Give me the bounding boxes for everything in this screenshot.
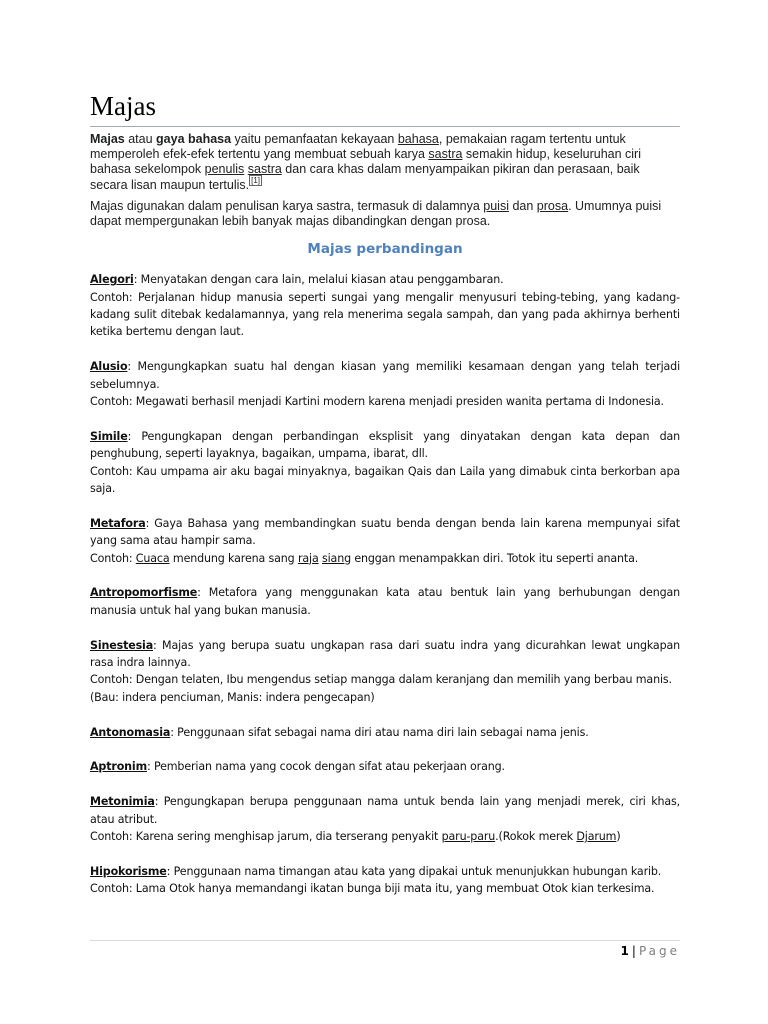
entry-antonomasia	[90, 724, 680, 741]
bold-term: gaya bahasa	[156, 132, 232, 146]
link-siang[interactable]: siang	[321, 551, 351, 565]
link-paru-paru[interactable]: paru-paru	[441, 830, 496, 844]
page-title: Majas	[90, 88, 680, 127]
term: Simile	[90, 429, 128, 443]
example: Contoh: Lama Otok hanya memandangi ikatan bunga biji mata itu, yang membuat Otok kian terkesima.	[90, 882, 655, 896]
text: , pemakaian ragam tertentu untuk memperoleh efek-efek tertentu yang membuat sebuah karya	[90, 132, 626, 162]
link-sastra-2[interactable]: sastra	[247, 162, 282, 177]
example: Contoh: Karena sering menghisap jarum, dia terserang penyakit paru-paru.(Rokok merek Djarum)	[90, 830, 621, 844]
term: Antropomorfisme	[90, 586, 198, 600]
term: Antonomasia	[90, 725, 171, 739]
entry-antropomorfisme	[90, 584, 680, 619]
text: atau	[124, 132, 157, 146]
definition: : Penggunaan sifat sebagai nama diri atau nama diri lain sebagai nama jenis.	[170, 725, 589, 739]
link-djarum[interactable]: Djarum	[576, 830, 617, 844]
majas-list	[90, 271, 680, 897]
page-footer	[90, 940, 680, 958]
intro-paragraph-2	[90, 199, 680, 229]
example: Contoh: Perjalanan hidup manusia seperti sungai yang mengalir menyusuri tebing-tebing, yang kadang-kadang sulit ditebak kedalamannya, yang rela menerima segala sampah, dan yang pada akhirnya berhenti ketika bertemu dengan laut.	[90, 290, 680, 339]
text: yaitu pemanfaatan kekayaan	[231, 132, 398, 146]
link-cuaca[interactable]: Cuaca	[135, 551, 170, 565]
link-prosa[interactable]: prosa	[536, 198, 569, 213]
term: Hipokorisme	[90, 864, 167, 878]
link-puisi[interactable]: puisi	[483, 198, 509, 213]
text: Majas digunakan dalam penulisan karya sastra, termasuk di dalamnya	[90, 198, 484, 213]
link-raja[interactable]: raja	[297, 551, 319, 565]
entry-sinestesia	[90, 637, 680, 707]
definition: : Menyatakan dengan cara lain, melalui kiasan atau penggambaran.	[133, 273, 504, 287]
definition: : Pemberian nama yang cocok dengan sifat atau pekerjaan orang.	[146, 760, 505, 774]
term: Metafora	[90, 516, 146, 530]
link-penulis[interactable]: penulis	[204, 162, 245, 177]
note: (Bau: indera penciuman, Manis: indera pengecapan)	[90, 690, 375, 704]
text: dan cara khas dalam menyampaikan pikiran dan perasaan, baik secara lisan maupun tertulis.	[90, 162, 640, 192]
definition: : Mengungkapkan suatu hal dengan kiasan yang memiliki kesamaan dengan yang telah terjadi sebelumnya.	[90, 360, 680, 391]
bold-term: Majas	[90, 132, 125, 146]
definition: : Pengungkapan dengan perbandingan eksplisit yang dinyatakan dengan kata depan dan penghubung, seperti layaknya, bagaikan, umpama, ibarat, dll.	[90, 429, 680, 461]
entry-alegori	[90, 271, 680, 341]
term: Alegori	[90, 273, 134, 287]
document-page	[90, 88, 680, 915]
entry-alusio	[90, 358, 680, 410]
example: Contoh: Dengan telaten, Ibu mengendus setiap mangga dalam keranjang dan memilih yang berbau manis.	[90, 673, 672, 687]
term: Metonimia	[90, 795, 155, 809]
text: . Umumnya puisi dapat mempergunakan lebih banyak majas dibandingkan dengan prosa.	[90, 198, 662, 229]
example: Contoh: Kau umpama air aku bagai minyaknya, bagaikan Qais dan Laila yang dimabuk cinta berkorban apa saja.	[90, 464, 680, 496]
term: Sinestesia	[90, 638, 154, 652]
entry-metonimia	[90, 793, 680, 845]
intro-paragraph-1	[90, 132, 680, 193]
definition: : Gaya Bahasa yang membandingkan suatu benda dengan benda lain karena mempunyai sifat yang sama atau hampir sama.	[90, 516, 680, 548]
page-number: 1 | Page	[620, 944, 680, 958]
entry-hipokorisme	[90, 863, 680, 898]
intro	[90, 132, 680, 229]
text: semakin hidup, keseluruhan ciri bahasa sekelompok	[90, 147, 642, 177]
entry-aptronim	[90, 758, 680, 775]
text: dan	[508, 198, 537, 213]
definition: : Pengungkapan berupa penggunaan nama untuk benda lain yang menjadi merek, ciri khas, atau atribut.	[90, 795, 680, 826]
reference-marker[interactable]: [1]	[251, 176, 261, 186]
definition: : Penggunaan nama timangan atau kata yang dipakai untuk menunjukkan hubungan karib.	[166, 864, 662, 878]
example: Contoh: Cuaca mendung karena sang raja siang enggan menampakkan diri. Totok itu seperti ananta.	[90, 551, 639, 565]
definition: : Metafora yang menggunakan kata atau bentuk lain yang berhubungan dengan manusia untuk hal yang bukan manusia.	[90, 586, 680, 617]
link-bahasa[interactable]: bahasa	[397, 132, 439, 146]
entry-metafora	[90, 515, 680, 567]
term: Aptronim	[90, 760, 147, 774]
section-heading: Majas perbandingan	[307, 241, 463, 258]
term: Alusio	[90, 360, 128, 374]
example: Contoh: Megawati berhasil menjadi Kartini modern karena menjadi presiden wanita pertama di Indonesia.	[90, 395, 664, 409]
definition: : Majas yang berupa suatu ungkapan rasa dari suatu indra yang dicurahkan lewat ungkapan rasa indra lainnya.	[90, 638, 680, 670]
link-sastra[interactable]: sastra	[428, 147, 463, 162]
entry-simile	[90, 428, 680, 498]
